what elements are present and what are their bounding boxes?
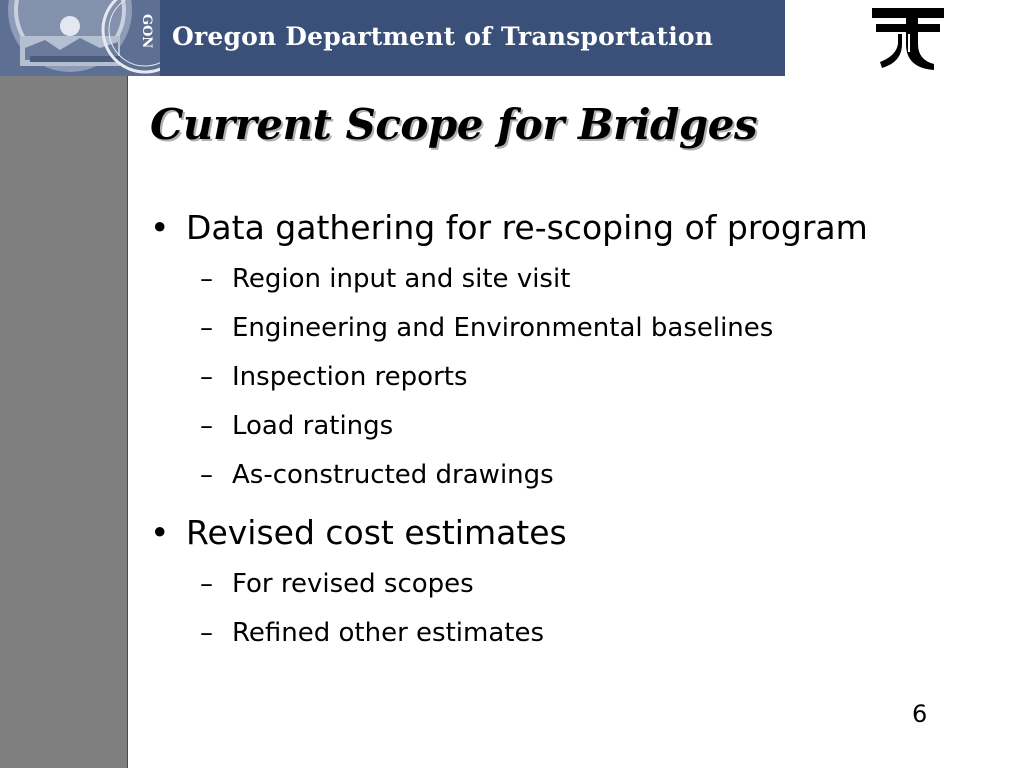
dash-icon: – xyxy=(200,411,213,441)
sub-bullet-item xyxy=(200,609,980,658)
agency-name: Oregon Department of Transportation xyxy=(172,22,714,51)
sub-bullet-item xyxy=(200,402,980,451)
sub-bullet-item xyxy=(200,451,980,500)
bullet-dot-icon: • xyxy=(150,513,170,552)
sub-bullet-text: For revised scopes xyxy=(232,569,474,599)
sub-bullet-text: Inspection reports xyxy=(232,362,468,392)
left-accent-bar xyxy=(0,76,128,768)
oregon-seal-icon xyxy=(0,0,160,76)
dash-icon: – xyxy=(200,618,213,648)
sub-bullet-item xyxy=(200,560,980,609)
bullet-text: Revised cost estimates xyxy=(186,513,567,552)
page-number: 6 xyxy=(912,700,928,728)
header-banner xyxy=(0,0,785,76)
sub-bullet-item xyxy=(200,255,980,304)
slide-title: Current Scope for Bridges xyxy=(150,100,758,149)
dash-icon: – xyxy=(200,264,213,294)
dash-icon: – xyxy=(200,313,213,343)
sub-bullet-text: Region input and site visit xyxy=(232,264,571,294)
bullet-list xyxy=(150,205,980,658)
sub-bullet-text: Load ratings xyxy=(232,411,394,441)
bullet-dot-icon: • xyxy=(150,208,170,247)
dash-icon: – xyxy=(200,362,213,392)
sub-bullet-item xyxy=(200,304,980,353)
bullet-item xyxy=(150,510,980,658)
odot-logo-icon xyxy=(868,4,948,72)
sub-bullet-text: As-constructed drawings xyxy=(232,460,554,490)
seal-text: GON xyxy=(139,14,154,49)
sub-bullet-list xyxy=(186,255,980,500)
dash-icon: – xyxy=(200,569,213,599)
sub-bullet-item xyxy=(200,353,980,402)
bullet-text: Data gathering for re-scoping of program xyxy=(186,208,868,247)
dash-icon: – xyxy=(200,460,213,490)
sub-bullet-list xyxy=(186,560,980,658)
bullet-item xyxy=(150,205,980,500)
sub-bullet-text: Engineering and Environmental baselines xyxy=(232,313,774,343)
sub-bullet-text: Refined other estimates xyxy=(232,618,544,648)
